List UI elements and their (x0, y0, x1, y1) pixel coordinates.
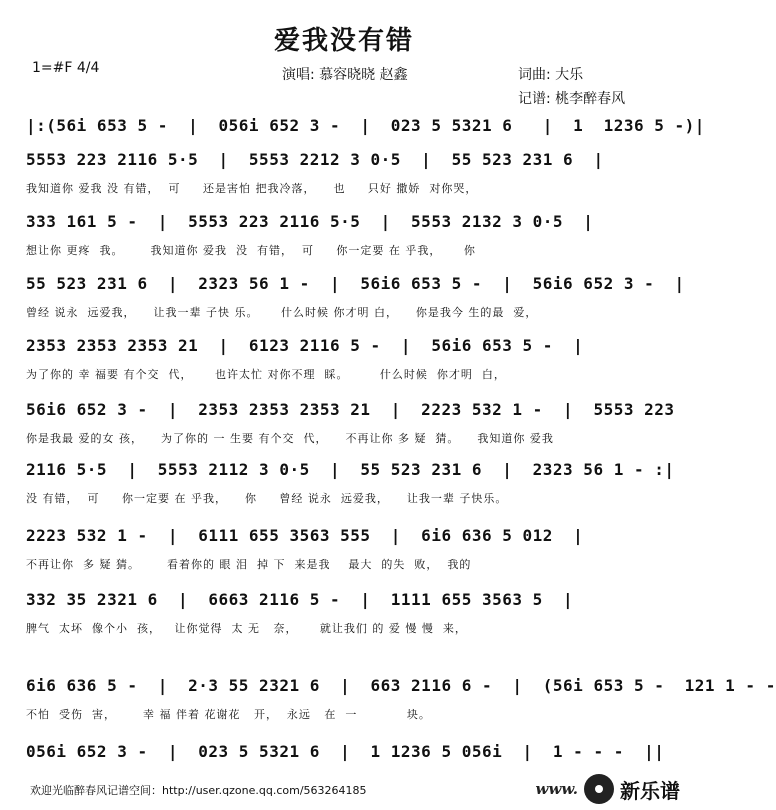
notation-row: 56i6 652 3 - | 2353 2353 2353 21 | 2223 532 1 - | 5553 223 (26, 400, 675, 419)
notation-row: 6i6 636 5 - | 2·3 55 2321 6 | 663 2116 6 - | (56i 653 5 - 121 1 - - (26, 676, 776, 695)
footer-url: 欢迎光临醉春风记谱空间：http://user.qzone.qq.com/563264185 (30, 784, 367, 797)
notation-row: 333 161 5 - | 5553 223 2116 5·5 | 5553 2132 3 0·5 | (26, 212, 594, 231)
lyrics-row: 没 有错， 可 你一定要 在 乎我， 你 曾经 说永 远爱我， 让我一辈 子快乐。 (26, 492, 508, 505)
lyrics-row: 不怕 受伤 害， 幸 福 伴着 花谢花 开， 永远 在 一 块。 (26, 708, 431, 721)
notation-row: 5553 223 2116 5·5 | 5553 2212 3 0·5 | 55 523 231 6 | (26, 150, 604, 169)
notation-row: 55 523 231 6 | 2323 56 1 - | 56i6 653 5 - | 56i6 652 3 - | (26, 274, 685, 293)
lyrics-row: 你是我最 爱的女 孩， 为了你的 一 生要 有个交 代， 不再让你 多 疑 猜。 我知道你 爱我 (26, 432, 554, 445)
scribe-credit: 记谱: 桃李醉春风 (518, 91, 626, 107)
key-signature: 1=#F 4/4 (32, 60, 100, 76)
notation-row: 2223 532 1 - | 6111 655 3563 555 | 6i6 636 5 012 | (26, 526, 584, 545)
singers-credit: 演唱: 慕容晓晓 赵鑫 (282, 67, 408, 83)
lyrics-row: 不再让你 多 疑 猜。 看着你的 眼 泪 掉 下 来是我 最大 的失 败， 我的 (26, 558, 472, 571)
lyrics-row: 曾经 说永 远爱我， 让我一辈 子快 乐。 什么时候 你才明 白， 你是我今 生的最 爱， (26, 306, 538, 319)
notation-row: |:(56i 653 5 - | 056i 652 3 - | 023 5 5321 6 | 1 1236 5 -)| (26, 116, 705, 135)
notation-row: 2353 2353 2353 21 | 6123 2116 5 - | 56i6 653 5 - | (26, 336, 584, 355)
page-title: 爱我没有错 (273, 26, 414, 56)
lyrics-row: 为了你的 幸 福要 有个交 代， 也许太忙 对你不理 睬。 什么时候 你才明 白， (26, 368, 506, 381)
logo-url: www. (535, 780, 578, 798)
notation-row: 2116 5·5 | 5553 2112 3 0·5 | 55 523 231 6 | 2323 56 1 - :| (26, 460, 675, 479)
lyrics-row: 我知道你 爱我 没 有错， 可 还是害怕 把我冷落， 也 只好 撒娇 对你哭， (26, 182, 478, 195)
lyricist-credit: 词曲: 大乐 (518, 67, 584, 83)
notation-row: 332 35 2321 6 | 6663 2116 5 - | 1111 655 3563 5 | (26, 590, 574, 609)
record-disc-icon (584, 774, 614, 804)
logo-name: 新乐谱 (620, 778, 680, 803)
notation-row: 056i 652 3 - | 023 5 5321 6 | 1 1236 5 056i | 1 - - - || (26, 742, 665, 761)
lyrics-row: 想让你 更疼 我。 我知道你 爱我 没 有错， 可 你一定要 在 乎我， 你 (26, 244, 476, 257)
site-logo (536, 774, 680, 804)
lyrics-row: 脾气 太坏 像个小 孩， 让你觉得 太 无 奈， 就让我们 的 爱 慢 慢 来， (26, 622, 467, 635)
